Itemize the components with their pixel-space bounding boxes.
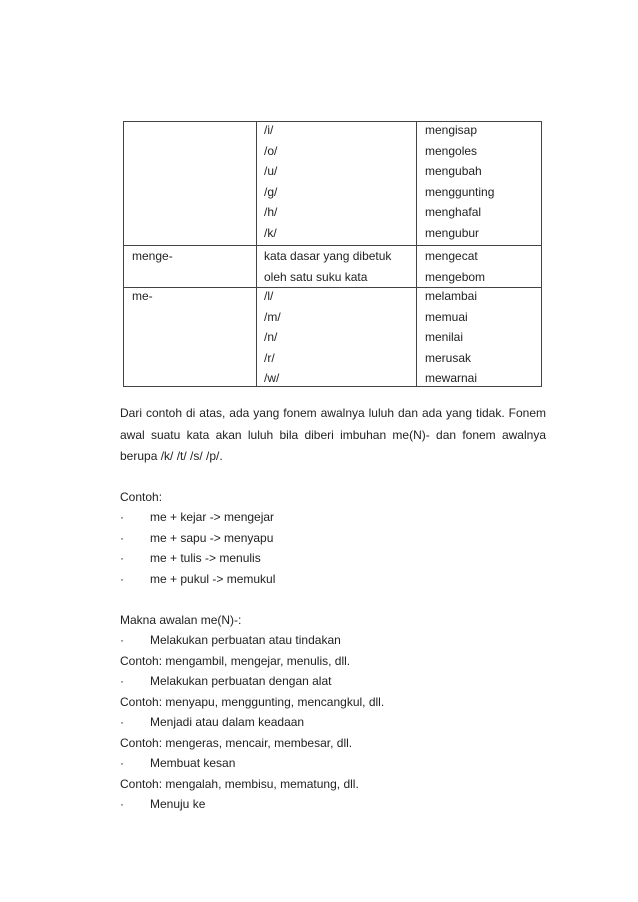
makna-heading: Makna awalan me(N)-: (120, 613, 242, 627)
phoneme-text: /g/ (264, 184, 278, 199)
bullet-dot-icon: · (120, 572, 124, 586)
table-cell-prefix (132, 286, 153, 307)
contoh-item (120, 551, 261, 565)
makna-point (120, 674, 331, 688)
example-word: mengubur (425, 225, 480, 240)
bullet-dot-icon: · (120, 756, 124, 770)
table-cell-examples (425, 286, 477, 389)
example-word: mengoles (425, 143, 478, 158)
makna-point (120, 756, 235, 770)
example-word: melambai (425, 289, 478, 303)
makna-example: Contoh: mengalah, membisu, mematung, dll. (120, 777, 359, 791)
makna-point-text: Menuju ke (150, 797, 206, 811)
makna-point-text: Melakukan perbuatan dengan alat (150, 674, 332, 688)
phoneme-text: /l/ (264, 289, 274, 303)
phoneme-text: /w/ (264, 371, 280, 385)
phoneme-text: /n/ (264, 330, 278, 344)
example-word: mengisap (425, 123, 478, 137)
phoneme-text: kata dasar yang dibetuk (264, 249, 392, 263)
makna-point-text: Melakukan perbuatan atau tindakan (150, 633, 341, 647)
bullet-dot-icon: · (120, 510, 124, 524)
bullet-dot-icon: · (120, 674, 124, 688)
paragraph-line: Dari contoh di atas, ada yang fonem awalnya luluh dan ada yang tidak. Fonem (120, 406, 546, 420)
phoneme-text: /k/ (264, 225, 277, 240)
makna-point (120, 715, 304, 729)
explanation-paragraph (120, 403, 546, 468)
makna-point-text: Membuat kesan (150, 756, 236, 770)
contoh-item-text: me + kejar -> mengejar (150, 510, 275, 524)
phoneme-text: /h/ (264, 205, 278, 219)
phoneme-text: /m/ (264, 309, 281, 324)
phoneme-text: oleh satu suku kata (264, 269, 368, 284)
example-word: memuai (425, 309, 468, 324)
bullet-dot-icon: · (120, 633, 124, 647)
makna-example: Contoh: mengambil, mengejar, menulis, dll. (120, 654, 351, 668)
table-cell-phonemes (264, 120, 277, 243)
makna-point (120, 797, 205, 811)
makna-point-text: Menjadi atau dalam keadaan (150, 715, 305, 729)
bullet-dot-icon: · (120, 531, 124, 545)
phoneme-text: /u/ (264, 164, 278, 178)
contoh-heading: Contoh: (120, 490, 163, 504)
contoh-item (120, 531, 273, 545)
table-cell-examples (425, 120, 494, 243)
contoh-item-text: me + tulis -> menulis (150, 551, 261, 565)
paragraph-line: awal suatu kata akan luluh bila diberi imbuhan me(N)- dan fonem awalnya (120, 427, 546, 442)
makna-example: Contoh: menyapu, menggunting, mencangkul, dll. (120, 695, 385, 709)
phoneme-text: /i/ (264, 123, 274, 137)
makna-example: Contoh: mengeras, mencair, membesar, dll. (120, 736, 353, 750)
example-word: merusak (425, 350, 472, 365)
example-word: mengubah (425, 164, 482, 178)
contoh-item (120, 572, 275, 586)
contoh-item (120, 510, 274, 524)
phoneme-text: /o/ (264, 143, 278, 158)
example-word: menggunting (425, 184, 495, 199)
prefix-text: menge- (132, 249, 173, 263)
example-word: mengecat (425, 249, 478, 263)
table-cell-phonemes (264, 286, 281, 389)
contoh-item-text: me + pukul -> memukul (150, 572, 276, 586)
example-word: mewarnai (425, 371, 478, 385)
table-column-divider (256, 122, 257, 386)
example-word: menghafal (425, 205, 482, 219)
bullet-dot-icon: · (120, 551, 124, 565)
phoneme-text: /r/ (264, 350, 275, 365)
table-cell-phonemes (264, 246, 391, 287)
prefix-text: me- (132, 289, 153, 303)
contoh-item-text: me + sapu -> menyapu (150, 531, 274, 545)
table-row-divider (124, 287, 541, 288)
table-cell-examples (425, 246, 485, 287)
paragraph-line: berupa /k/ /t/ /s/ /p/. (120, 449, 223, 463)
bullet-dot-icon: · (120, 715, 124, 729)
affix-table (123, 121, 542, 387)
table-cell-prefix (132, 246, 173, 267)
example-word: menilai (425, 330, 464, 344)
example-word: mengebom (425, 269, 486, 284)
table-column-divider (416, 122, 417, 386)
makna-point (120, 633, 341, 647)
bullet-dot-icon: · (120, 797, 124, 811)
